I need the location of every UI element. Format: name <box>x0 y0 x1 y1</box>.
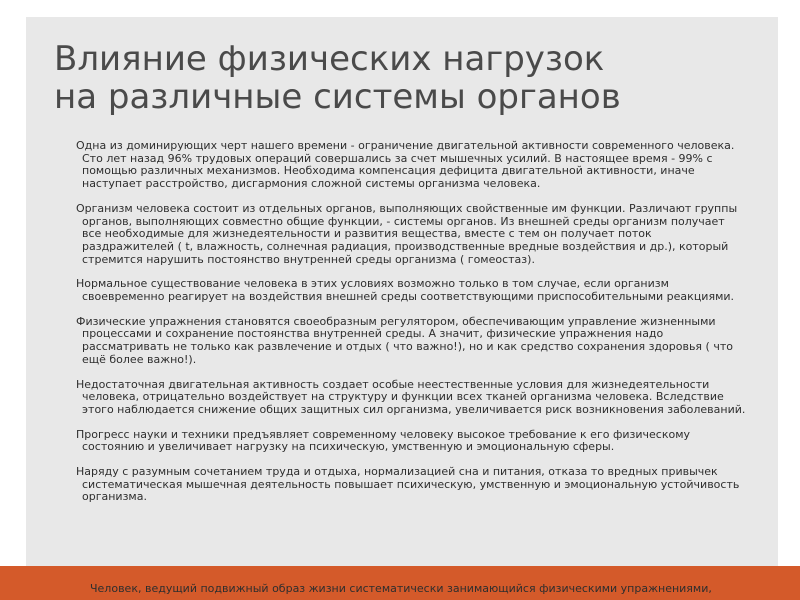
paragraph-8-clipped: Человек, ведущий подвижный образ жизни систематически занимающийся физическими упражнениями, <box>90 583 712 595</box>
paragraph-4: Физические упражнения становятся своеобразным регулятором, обеспечивающим управление жизненными процессами и сохранение постоянства внутренней среды. А значит, физические упражнения надо рассматривать не только как развлечение и отдых ( что важно!), но и как средство сохранения здоровья ( что ещё более важно!). <box>76 314 733 366</box>
paragraph-7: Наряду с разумным сочетанием труда и отдыха, нормализацией сна и питания, отказа то вредных привычек систематическая мышечная деятельность повышает психическую, умственную и эмоциональную устойчивость организма. <box>76 465 740 504</box>
paragraph-2: Организм человека состоит из отдельных органов, выполняющих свойственные им функции. Различают группы органов, выполняющих совместно общие функции, - системы органов. Из внешней среды организм получает все необходимые для жизнедеятельности и развития вещества, вместе с тем он получает поток раздражителей ( t, влажность, солнечная радиация, производственные вредные воздействия и др.), который стремится нарушить постоянство внутренней среды организма ( гомеостаз). <box>76 201 738 266</box>
paragraph-6: Прогресс науки и техники предъявляет современному человеку высокое требование к его физическому состоянию и увеличивает нагрузку на психическую, умственную и эмоциональную сферы. <box>76 427 691 454</box>
paragraph-5: Недостаточная двигательная активность создает особые неестественные условия для жизнедеятельности человека, отрицательно воздействует на структуру и функции всех тканей организма человека. Вследствие этого наблюдается снижение общих защитных сил организма, увеличивается риск возникновения заболеваний. <box>76 377 746 416</box>
slide-title <box>54 40 744 116</box>
paragraph-3: Нормальное существование человека в этих условиях возможно только в том случае, если организм своевременно реагирует на воздействия внешней среды соответствующими приспособительными реакциями. <box>76 277 735 304</box>
paragraph-1: Одна из доминирующих черт нашего времени - ограничение двигательной активности современного человека. Сто лет назад 96% трудовых операций совершались за счет мышечных усилий. В настоящее время - 99% с помощью различных механизмов. Необходима компенсация дефицита двигательной активности, иначе наступает расстройство, дисгармония сложной системы организма человека. <box>76 139 735 191</box>
title-line-2: на различные системы органов <box>54 77 621 117</box>
title-line-1: Влияние физических нагрузок <box>54 39 605 79</box>
slide-body <box>64 140 746 516</box>
